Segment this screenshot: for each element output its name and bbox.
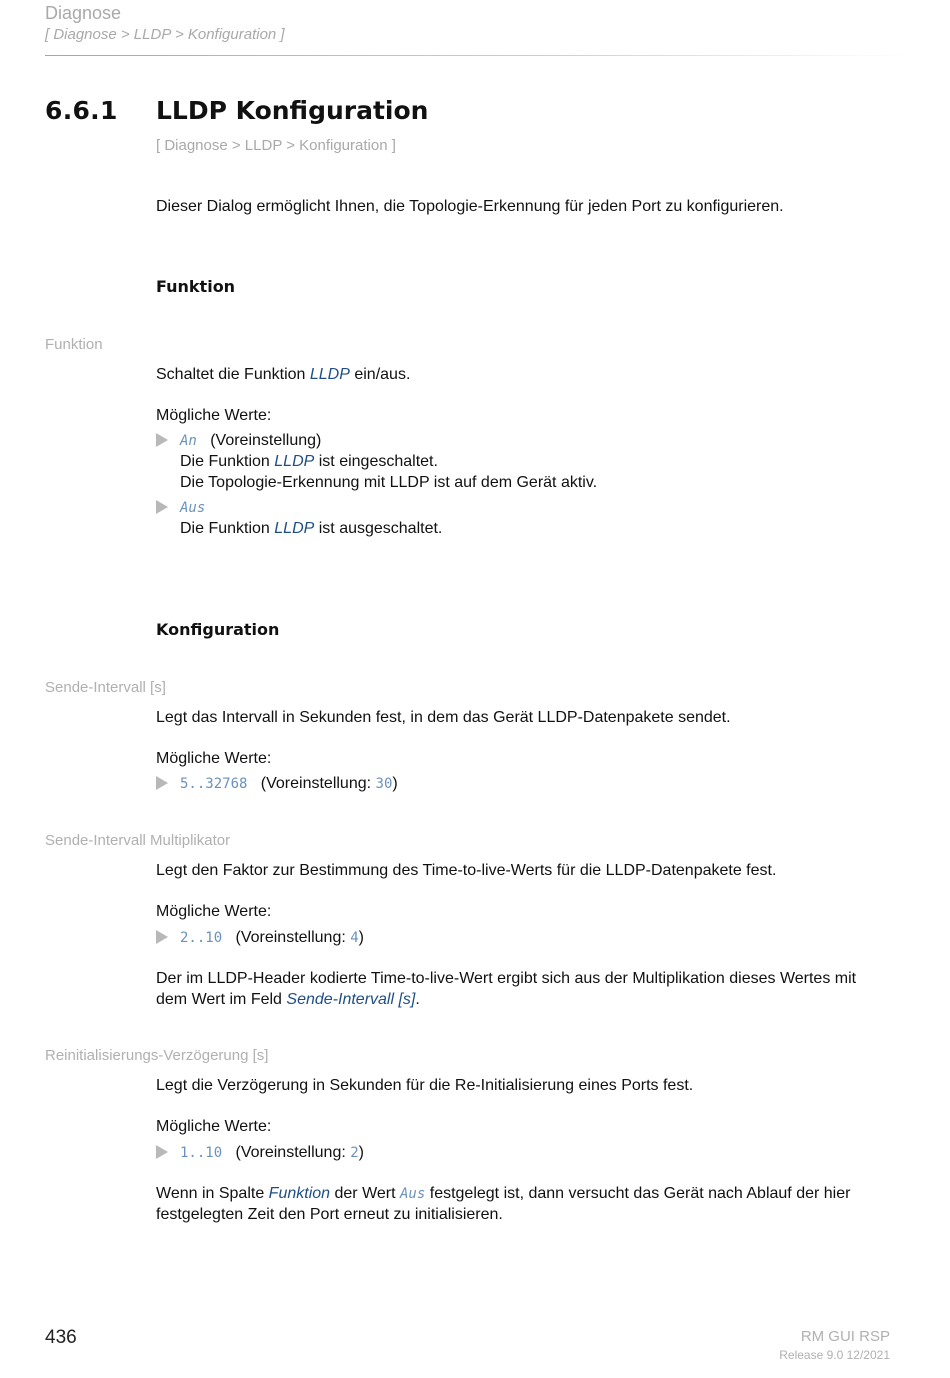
option-an-desc-2: Die Topologie-Erkennung mit LLDP ist auf dem Gerät aktiv. [180, 474, 598, 491]
note-multiplikator-1: Der im LLDP-Header kodierte Time-to-live-Wert ergibt sich aus der Multiplikation dieses Wertes mit [156, 970, 857, 987]
bullet-arrow-icon [156, 500, 168, 514]
param-desc-reinit: Legt die Verzögerung in Sekunden für die Re-Initialisierung eines Ports fest. [156, 1077, 694, 1094]
section-number: 6.6.1 [45, 96, 118, 125]
header-divider [45, 55, 905, 56]
option-aus: Aus [180, 500, 206, 516]
footer-release: Release 9.0 12/2021 [779, 1348, 890, 1362]
note-multiplikator-2: dem Wert im Feld Sende-Intervall [s]. [156, 991, 420, 1008]
bullet-arrow-icon [156, 930, 168, 944]
section-intro: Dieser Dialog ermöglicht Ihnen, die Topologie-Erkennung für jeden Port zu konfigurieren. [156, 198, 784, 215]
range-reinit: 1..10 (Voreinstellung: 2) [180, 1144, 364, 1161]
values-label: Mögliche Werte: [156, 903, 272, 920]
values-label: Mögliche Werte: [156, 407, 272, 424]
footer-doc-id: RM GUI RSP [800, 1328, 890, 1345]
bullet-arrow-icon [156, 433, 168, 447]
subheading-funktion: Funktion [156, 277, 236, 296]
option-aus-desc: Die Funktion LLDP ist ausgeschaltet. [180, 520, 443, 537]
page-number: 436 [45, 1327, 77, 1348]
link-lldp[interactable]: LLDP [274, 520, 315, 537]
param-label-sende-intervall: Sende-Intervall [s] [45, 679, 166, 696]
note-reinit-2: festgelegten Zeit den Port erneut zu initialisieren. [156, 1206, 503, 1223]
param-desc-multiplikator: Legt den Faktor zur Bestimmung des Time-to-live-Werts für die LLDP-Datenpakete fest. [156, 862, 777, 879]
bullet-arrow-icon [156, 1145, 168, 1159]
note-reinit-1: Wenn in Spalte Funktion der Wert Aus festgelegt ist, dann versucht das Gerät nach Ablauf der hier [156, 1185, 851, 1202]
range-sende-intervall: 5..32768 (Voreinstellung: 30) [180, 775, 398, 792]
values-label: Mögliche Werte: [156, 1118, 272, 1135]
subheading-konfiguration: Konfiguration [156, 620, 280, 639]
param-label-reinit: Reinitialisierungs-Verzögerung [s] [45, 1047, 269, 1064]
running-header-title: Diagnose [45, 3, 122, 23]
running-header-breadcrumb: [ Diagnose > LLDP > Konfiguration ] [45, 26, 285, 43]
link-funktion[interactable]: Funktion [268, 1185, 331, 1202]
link-lldp[interactable]: LLDP [309, 366, 350, 383]
option-an: An (Voreinstellung) [180, 432, 322, 449]
link-sende-intervall[interactable]: Sende-Intervall [s] [286, 991, 416, 1008]
section-title: LLDP Konfiguration [156, 96, 429, 125]
param-label-funktion: Funktion [45, 336, 103, 353]
link-lldp[interactable]: LLDP [274, 453, 315, 470]
option-an-desc-1: Die Funktion LLDP ist eingeschaltet. [180, 453, 438, 470]
bullet-arrow-icon [156, 776, 168, 790]
range-multiplikator: 2..10 (Voreinstellung: 4) [180, 929, 364, 946]
param-desc-funktion: Schaltet die Funktion LLDP ein/aus. [156, 366, 411, 383]
param-desc-sende-intervall: Legt das Intervall in Sekunden fest, in dem das Gerät LLDP-Datenpakete sendet. [156, 709, 731, 726]
param-label-multiplikator: Sende-Intervall Multiplikator [45, 832, 231, 849]
values-label: Mögliche Werte: [156, 750, 272, 767]
section-breadcrumb: [ Diagnose > LLDP > Konfiguration ] [156, 137, 396, 154]
